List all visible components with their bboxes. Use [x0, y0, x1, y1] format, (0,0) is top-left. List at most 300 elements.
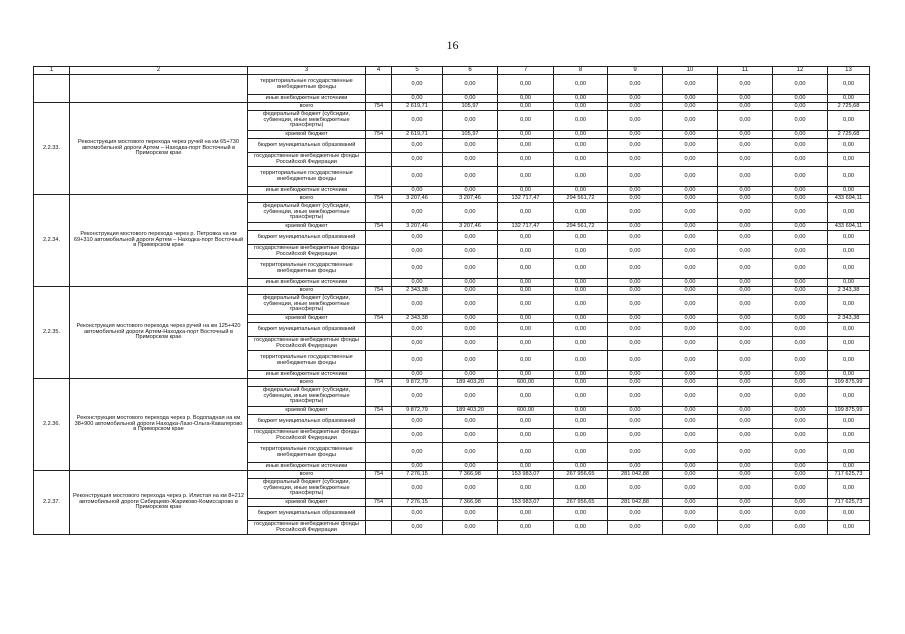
value-cell: 0,00 — [554, 315, 608, 323]
value-cell: 0,00 — [498, 103, 554, 111]
budget-code — [366, 203, 392, 223]
value-cell: 0,00 — [773, 499, 828, 507]
value-cell: 0,00 — [392, 187, 443, 195]
value-cell: 0,00 — [608, 187, 663, 195]
value-cell: 0,00 — [663, 407, 718, 415]
value-cell: 2 725,68 — [828, 131, 870, 139]
value-cell: 0,00 — [498, 295, 554, 315]
table-body — [34, 67, 870, 535]
value-cell: 0,00 — [498, 279, 554, 287]
value-cell: 717 625,73 — [828, 499, 870, 507]
value-cell: 0,00 — [718, 463, 773, 471]
value-cell: 0,00 — [554, 245, 608, 259]
value-cell: 0,00 — [443, 463, 498, 471]
value-cell: 0,00 — [554, 443, 608, 463]
value-cell: 294 561,72 — [554, 223, 608, 231]
value-cell: 0,00 — [608, 387, 663, 407]
value-cell: 0,00 — [663, 337, 718, 351]
value-cell: 0,00 — [443, 479, 498, 499]
value-cell: 2 343,38 — [392, 315, 443, 323]
value-cell: 0,00 — [718, 315, 773, 323]
value-cell: 0,00 — [608, 323, 663, 337]
value-cell: 0,00 — [828, 371, 870, 379]
value-cell: 0,00 — [663, 351, 718, 371]
value-cell: 0,00 — [663, 259, 718, 279]
value-cell: 0,00 — [718, 131, 773, 139]
value-cell: 0,00 — [498, 507, 554, 521]
value-cell: 0,00 — [663, 315, 718, 323]
budget-code: 754 — [366, 195, 392, 203]
value-cell: 0,00 — [498, 429, 554, 443]
value-cell: 0,00 — [608, 95, 663, 103]
value-cell: 0,00 — [663, 471, 718, 479]
column-header: 10 — [663, 67, 718, 75]
value-cell: 0,00 — [828, 521, 870, 535]
value-cell: 0,00 — [554, 75, 608, 95]
value-cell: 0,00 — [773, 279, 828, 287]
value-cell: 0,00 — [392, 259, 443, 279]
value-cell: 0,00 — [718, 371, 773, 379]
value-cell: 0,00 — [554, 407, 608, 415]
budget-code — [366, 295, 392, 315]
value-cell: 0,00 — [663, 153, 718, 167]
value-cell: 153 983,07 — [498, 471, 554, 479]
funding-source: краевой бюджет — [248, 407, 366, 415]
value-cell: 0,00 — [608, 315, 663, 323]
value-cell: 0,00 — [498, 371, 554, 379]
value-cell: 0,00 — [608, 131, 663, 139]
value-cell: 0,00 — [828, 387, 870, 407]
funding-source: федеральный бюджет (субсидии, субвенции, иные межбюджетные трансферты) — [248, 479, 366, 499]
value-cell: 0,00 — [554, 387, 608, 407]
budget-code — [366, 351, 392, 371]
value-cell: 0,00 — [554, 139, 608, 153]
value-cell: 0,00 — [773, 245, 828, 259]
value-cell: 0,00 — [773, 337, 828, 351]
value-cell: 0,00 — [828, 337, 870, 351]
value-cell: 0,00 — [718, 387, 773, 407]
row-number-cell — [34, 75, 70, 103]
funding-source: краевой бюджет — [248, 131, 366, 139]
value-cell: 717 625,73 — [828, 471, 870, 479]
value-cell: 0,00 — [554, 479, 608, 499]
funding-source: бюджет муниципальных образований — [248, 139, 366, 153]
value-cell: 0,00 — [554, 379, 608, 387]
value-cell: 0,00 — [498, 153, 554, 167]
funding-source: федеральный бюджет (субсидии, субвенции, иные межбюджетные трансферты) — [248, 387, 366, 407]
value-cell: 0,00 — [498, 351, 554, 371]
value-cell: 0,00 — [828, 279, 870, 287]
column-header: 3 — [248, 67, 366, 75]
value-cell: 2 343,38 — [828, 287, 870, 295]
budget-code — [366, 75, 392, 95]
value-cell: 0,00 — [663, 167, 718, 187]
value-cell: 0,00 — [663, 371, 718, 379]
value-cell: 0,00 — [392, 463, 443, 471]
value-cell: 0,00 — [773, 371, 828, 379]
value-cell: 0,00 — [718, 139, 773, 153]
value-cell: 0,00 — [392, 371, 443, 379]
value-cell: 0,00 — [443, 279, 498, 287]
value-cell: 0,00 — [498, 231, 554, 245]
value-cell: 0,00 — [608, 223, 663, 231]
value-cell: 0,00 — [718, 167, 773, 187]
value-cell: 0,00 — [773, 187, 828, 195]
value-cell: 0,00 — [718, 195, 773, 203]
value-cell: 0,00 — [718, 75, 773, 95]
value-cell: 0,00 — [663, 223, 718, 231]
table-row — [34, 195, 870, 203]
value-cell: 0,00 — [554, 279, 608, 287]
value-cell: 0,00 — [773, 407, 828, 415]
value-cell: 0,00 — [608, 103, 663, 111]
value-cell: 0,00 — [554, 95, 608, 103]
value-cell: 0,00 — [498, 415, 554, 429]
value-cell: 281 042,88 — [608, 499, 663, 507]
value-cell: 0,00 — [554, 323, 608, 337]
value-cell: 0,00 — [718, 279, 773, 287]
value-cell: 0,00 — [663, 323, 718, 337]
budget-code: 754 — [366, 315, 392, 323]
value-cell: 0,00 — [554, 203, 608, 223]
funding-source: краевой бюджет — [248, 315, 366, 323]
value-cell: 0,00 — [392, 111, 443, 131]
value-cell: 0,00 — [498, 95, 554, 103]
value-cell: 0,00 — [663, 131, 718, 139]
value-cell: 0,00 — [773, 479, 828, 499]
table-row — [34, 75, 870, 95]
value-cell: 0,00 — [392, 245, 443, 259]
value-cell: 0,00 — [718, 187, 773, 195]
page-number: 16 — [446, 38, 459, 52]
value-cell: 0,00 — [773, 295, 828, 315]
value-cell: 0,00 — [773, 521, 828, 535]
value-cell: 0,00 — [498, 287, 554, 295]
value-cell: 0,00 — [663, 463, 718, 471]
funding-source: федеральный бюджет (субсидии, субвенции, иные межбюджетные трансферты) — [248, 295, 366, 315]
value-cell: 0,00 — [554, 371, 608, 379]
value-cell: 0,00 — [773, 75, 828, 95]
value-cell: 7 366,98 — [443, 471, 498, 479]
value-cell: 153 983,07 — [498, 499, 554, 507]
value-cell: 0,00 — [773, 231, 828, 245]
value-cell: 0,00 — [608, 231, 663, 245]
value-cell: 0,00 — [608, 295, 663, 315]
value-cell: 0,00 — [663, 245, 718, 259]
budget-code — [366, 387, 392, 407]
measure-name-cell — [70, 75, 248, 103]
value-cell: 0,00 — [392, 203, 443, 223]
value-cell: 0,00 — [663, 499, 718, 507]
value-cell: 0,00 — [608, 259, 663, 279]
value-cell: 0,00 — [498, 245, 554, 259]
value-cell: 0,00 — [718, 379, 773, 387]
value-cell: 0,00 — [663, 187, 718, 195]
column-header: 12 — [773, 67, 828, 75]
funding-source: всего — [248, 195, 366, 203]
value-cell: 0,00 — [663, 379, 718, 387]
value-cell: 0,00 — [443, 507, 498, 521]
value-cell: 0,00 — [608, 507, 663, 521]
value-cell: 0,00 — [773, 387, 828, 407]
value-cell: 0,00 — [663, 387, 718, 407]
value-cell: 0,00 — [718, 203, 773, 223]
value-cell: 0,00 — [773, 139, 828, 153]
measure-name: Реконструкция мостового перехода через р. Илистая на км 8+212 автомобильной дороги Сибирцево-Жариково-Комиссарово в Приморском крае — [70, 471, 248, 535]
column-header: 1 — [34, 67, 70, 75]
value-cell: 0,00 — [392, 231, 443, 245]
value-cell: 0,00 — [443, 287, 498, 295]
funding-source: государственные внебюджетные фонды Российской Федерации — [248, 245, 366, 259]
value-cell: 0,00 — [718, 507, 773, 521]
budget-code — [366, 507, 392, 521]
value-cell: 0,00 — [608, 479, 663, 499]
value-cell: 0,00 — [773, 167, 828, 187]
funding-source: бюджет муниципальных образований — [248, 323, 366, 337]
value-cell: 0,00 — [773, 471, 828, 479]
value-cell: 0,00 — [773, 111, 828, 131]
value-cell: 600,00 — [498, 379, 554, 387]
funding-source: краевой бюджет — [248, 499, 366, 507]
value-cell: 0,00 — [828, 295, 870, 315]
value-cell: 132 717,47 — [498, 195, 554, 203]
value-cell: 0,00 — [608, 139, 663, 153]
value-cell: 0,00 — [718, 443, 773, 463]
value-cell: 0,00 — [443, 167, 498, 187]
funding-source: иные внебюджетные источники — [248, 463, 366, 471]
value-cell: 0,00 — [554, 167, 608, 187]
value-cell: 0,00 — [718, 351, 773, 371]
value-cell: 0,00 — [828, 231, 870, 245]
value-cell: 0,00 — [828, 507, 870, 521]
value-cell: 0,00 — [392, 443, 443, 463]
value-cell: 0,00 — [608, 379, 663, 387]
funding-source: государственные внебюджетные фонды Российской Федерации — [248, 153, 366, 167]
budget-code — [366, 279, 392, 287]
measure-name: Реконструкция мостового перехода через р. Петровка на км 69+310 автомобильной дороги Артем – Находка-порт Восточный в Приморском крае — [70, 195, 248, 287]
funding-source: государственные внебюджетные фонды Российской Федерации — [248, 429, 366, 443]
value-cell: 0,00 — [608, 407, 663, 415]
budget-code — [366, 167, 392, 187]
value-cell: 0,00 — [663, 195, 718, 203]
value-cell: 9 872,79 — [392, 379, 443, 387]
funding-source: всего — [248, 287, 366, 295]
value-cell: 0,00 — [773, 415, 828, 429]
table-row — [34, 103, 870, 111]
value-cell: 0,00 — [828, 95, 870, 103]
budget-code: 754 — [366, 131, 392, 139]
value-cell: 0,00 — [443, 153, 498, 167]
funding-source: бюджет муниципальных образований — [248, 231, 366, 245]
funding-source: территориальные государственные внебюджетные фонды — [248, 259, 366, 279]
funding-source: государственные внебюджетные фонды Российской Федерации — [248, 337, 366, 351]
measure-number: 2.2.33. — [34, 103, 70, 195]
value-cell: 0,00 — [608, 245, 663, 259]
budget-code — [366, 259, 392, 279]
value-cell: 0,00 — [392, 295, 443, 315]
value-cell: 0,00 — [498, 521, 554, 535]
budget-code — [366, 521, 392, 535]
value-cell: 0,00 — [554, 507, 608, 521]
value-cell: 0,00 — [608, 287, 663, 295]
value-cell: 0,00 — [443, 95, 498, 103]
funding-source: иные внебюджетные источники — [248, 279, 366, 287]
value-cell: 0,00 — [718, 429, 773, 443]
value-cell: 3 207,46 — [392, 195, 443, 203]
value-cell: 0,00 — [773, 131, 828, 139]
value-cell: 0,00 — [773, 287, 828, 295]
funding-source: федеральный бюджет (субсидии, субвенции, иные межбюджетные трансферты) — [248, 203, 366, 223]
budget-code — [366, 153, 392, 167]
value-cell: 0,00 — [443, 111, 498, 131]
value-cell: 0,00 — [498, 167, 554, 187]
value-cell: 0,00 — [663, 95, 718, 103]
value-cell: 9 872,79 — [392, 407, 443, 415]
value-cell: 0,00 — [663, 415, 718, 429]
value-cell: 0,00 — [392, 139, 443, 153]
value-cell: 0,00 — [718, 259, 773, 279]
funding-source: территориальные государственные внебюджетные фонды — [248, 75, 366, 95]
value-cell: 0,00 — [773, 351, 828, 371]
budget-code: 754 — [366, 407, 392, 415]
table-row — [34, 287, 870, 295]
value-cell: 0,00 — [608, 111, 663, 131]
funding-source: бюджет муниципальных образований — [248, 415, 366, 429]
value-cell: 0,00 — [608, 371, 663, 379]
value-cell: 0,00 — [608, 279, 663, 287]
value-cell: 0,00 — [608, 351, 663, 371]
column-header: 11 — [718, 67, 773, 75]
budget-table — [33, 66, 870, 535]
value-cell: 0,00 — [392, 351, 443, 371]
value-cell: 0,00 — [443, 315, 498, 323]
budget-code — [366, 111, 392, 131]
value-cell: 0,00 — [828, 463, 870, 471]
value-cell: 0,00 — [392, 337, 443, 351]
value-cell: 0,00 — [443, 203, 498, 223]
value-cell: 0,00 — [663, 111, 718, 131]
value-cell: 0,00 — [828, 323, 870, 337]
value-cell: 0,00 — [663, 295, 718, 315]
value-cell: 0,00 — [608, 337, 663, 351]
funding-source: бюджет муниципальных образований — [248, 507, 366, 521]
value-cell: 0,00 — [498, 387, 554, 407]
value-cell: 0,00 — [498, 259, 554, 279]
value-cell: 0,00 — [498, 323, 554, 337]
value-cell: 0,00 — [554, 111, 608, 131]
value-cell: 0,00 — [663, 139, 718, 153]
value-cell: 0,00 — [443, 259, 498, 279]
budget-code — [366, 479, 392, 499]
value-cell: 0,00 — [773, 153, 828, 167]
value-cell: 0,00 — [718, 499, 773, 507]
value-cell: 0,00 — [773, 323, 828, 337]
value-cell: 0,00 — [392, 479, 443, 499]
value-cell: 0,00 — [663, 231, 718, 245]
value-cell: 0,00 — [554, 187, 608, 195]
budget-code — [366, 245, 392, 259]
value-cell: 0,00 — [443, 245, 498, 259]
value-cell: 0,00 — [828, 203, 870, 223]
budget-code: 754 — [366, 379, 392, 387]
value-cell: 0,00 — [554, 131, 608, 139]
value-cell: 0,00 — [498, 139, 554, 153]
value-cell: 0,00 — [608, 415, 663, 429]
funding-source: всего — [248, 103, 366, 111]
funding-source: всего — [248, 379, 366, 387]
value-cell: 0,00 — [718, 323, 773, 337]
value-cell: 199 875,99 — [828, 407, 870, 415]
column-header: 7 — [498, 67, 554, 75]
value-cell: 0,00 — [443, 415, 498, 429]
value-cell: 105,97 — [443, 131, 498, 139]
value-cell: 0,00 — [554, 521, 608, 535]
value-cell: 0,00 — [828, 415, 870, 429]
value-cell: 0,00 — [443, 187, 498, 195]
value-cell: 0,00 — [554, 287, 608, 295]
value-cell: 0,00 — [773, 195, 828, 203]
value-cell: 0,00 — [554, 415, 608, 429]
value-cell: 0,00 — [498, 131, 554, 139]
value-cell: 0,00 — [663, 103, 718, 111]
value-cell: 0,00 — [443, 295, 498, 315]
value-cell: 0,00 — [773, 379, 828, 387]
value-cell: 189 403,20 — [443, 407, 498, 415]
value-cell: 0,00 — [773, 429, 828, 443]
column-header: 9 — [608, 67, 663, 75]
value-cell: 0,00 — [718, 479, 773, 499]
value-cell: 189 403,20 — [443, 379, 498, 387]
funding-source: иные внебюджетные источники — [248, 95, 366, 103]
value-cell: 0,00 — [554, 295, 608, 315]
funding-source: иные внебюджетные источники — [248, 371, 366, 379]
value-cell: 600,00 — [498, 407, 554, 415]
measure-name: Реконструкция мостового перехода через ручей на км 65+730 автомобильной дороги Артем – Находка-порт Восточный в Приморском крае — [70, 103, 248, 195]
budget-code — [366, 371, 392, 379]
measure-number: 2.2.36. — [34, 379, 70, 471]
value-cell: 7 366,98 — [443, 499, 498, 507]
column-header: 5 — [392, 67, 443, 75]
value-cell: 0,00 — [718, 471, 773, 479]
column-header: 8 — [554, 67, 608, 75]
budget-code — [366, 415, 392, 429]
value-cell: 0,00 — [718, 337, 773, 351]
value-cell: 294 561,72 — [554, 195, 608, 203]
budget-code: 754 — [366, 499, 392, 507]
value-cell: 0,00 — [392, 323, 443, 337]
value-cell: 0,00 — [498, 187, 554, 195]
budget-code: 754 — [366, 103, 392, 111]
budget-code — [366, 231, 392, 245]
value-cell: 0,00 — [773, 315, 828, 323]
budget-code — [366, 95, 392, 103]
budget-code — [366, 323, 392, 337]
value-cell: 0,00 — [498, 75, 554, 95]
value-cell: 0,00 — [718, 231, 773, 245]
value-cell: 0,00 — [608, 443, 663, 463]
value-cell: 0,00 — [608, 167, 663, 187]
table-row — [34, 379, 870, 387]
value-cell: 433 694,11 — [828, 195, 870, 203]
value-cell: 0,00 — [392, 429, 443, 443]
value-cell: 0,00 — [554, 259, 608, 279]
value-cell: 0,00 — [392, 75, 443, 95]
value-cell: 0,00 — [828, 245, 870, 259]
value-cell: 105,97 — [443, 103, 498, 111]
value-cell: 0,00 — [718, 407, 773, 415]
value-cell: 0,00 — [608, 463, 663, 471]
value-cell: 0,00 — [828, 443, 870, 463]
